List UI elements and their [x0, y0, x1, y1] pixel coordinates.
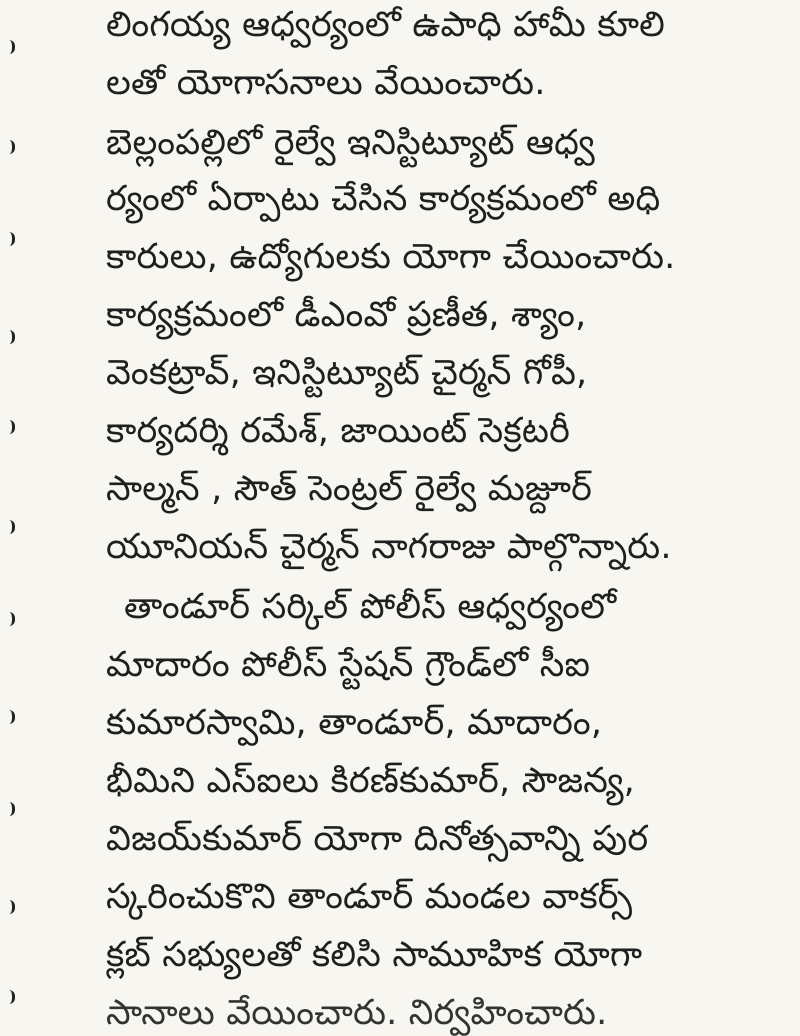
article-line: కుమారస్వామి, తాండూర్, మాదారం, — [106, 703, 603, 743]
article-line: స్కరించుకొని తాండూర్ మండల వాకర్స్ — [106, 877, 633, 917]
column-fragment — [2, 330, 15, 344]
article-line: విజయ్‌కుమార్ యోగా దినోత్సవాన్ని పుర — [106, 819, 649, 859]
article-line: కార్యక్రమంలో డీఎంవో ప్రణీత, శ్యాం, — [106, 295, 587, 335]
article-line: తాండూర్ సర్కిల్ పోలీస్ ఆధ్వర్యంలో — [124, 587, 617, 627]
column-fragment — [2, 900, 15, 914]
article-line: క్లబ్ సభ్యులతో కలిసి సామూహిక యోగా — [106, 935, 643, 975]
column-fragment — [2, 710, 15, 724]
article-line: లతో యోగాసనాలు వేయించారు. — [106, 63, 546, 103]
column-fragment — [2, 232, 15, 246]
column-fragment — [2, 802, 15, 816]
article-line: ర్యంలో ఏర్పాటు చేసిన కార్యక్రమంలో అధి — [106, 179, 661, 219]
column-fragment — [2, 40, 15, 54]
article-line: బెల్లంపల్లిలో రైల్వే ఇనిస్టిట్యూట్ ఆధ్వ — [106, 123, 595, 163]
column-fragment — [2, 520, 15, 534]
article-line: కార్యదర్శి రమేశ్, జాయింట్ సెక్రటరీ — [106, 411, 571, 451]
article-line: సాల్మన్ , సౌత్ సెంట్రల్ రైల్వే మజ్దూర్ — [106, 469, 593, 509]
article-line: కారులు, ఉద్యోగులకు యోగా చేయించారు. — [106, 237, 676, 277]
article-line: వెంకట్రావ్, ఇనిస్టిట్యూట్ చైర్మన్ గోపీ, — [106, 353, 588, 393]
article-line: సానాలు వేయించారు. నిర్వహించారు. — [106, 993, 608, 1033]
article-line: యూనియన్ చైర్మన్ నాగరాజు పాల్గొన్నారు. — [106, 527, 672, 567]
article-line: లింగయ్య ఆధ్వర్యంలో ఉపాధి హామీ కూలి — [106, 5, 665, 45]
article-line: మాదారం పోలీస్ స్టేషన్ గ్రౌండ్‌లో సీఐ — [106, 645, 591, 685]
column-fragment — [2, 612, 15, 626]
column-fragment — [2, 420, 15, 434]
article-line: భీమిని ఎస్ఐలు కిరణ్‌కుమార్, సౌజన్య, — [106, 761, 636, 801]
column-fragment — [2, 990, 15, 1004]
column-fragment — [2, 140, 15, 154]
article-column — [106, 0, 736, 1036]
adjacent-column-edge — [0, 0, 22, 1036]
